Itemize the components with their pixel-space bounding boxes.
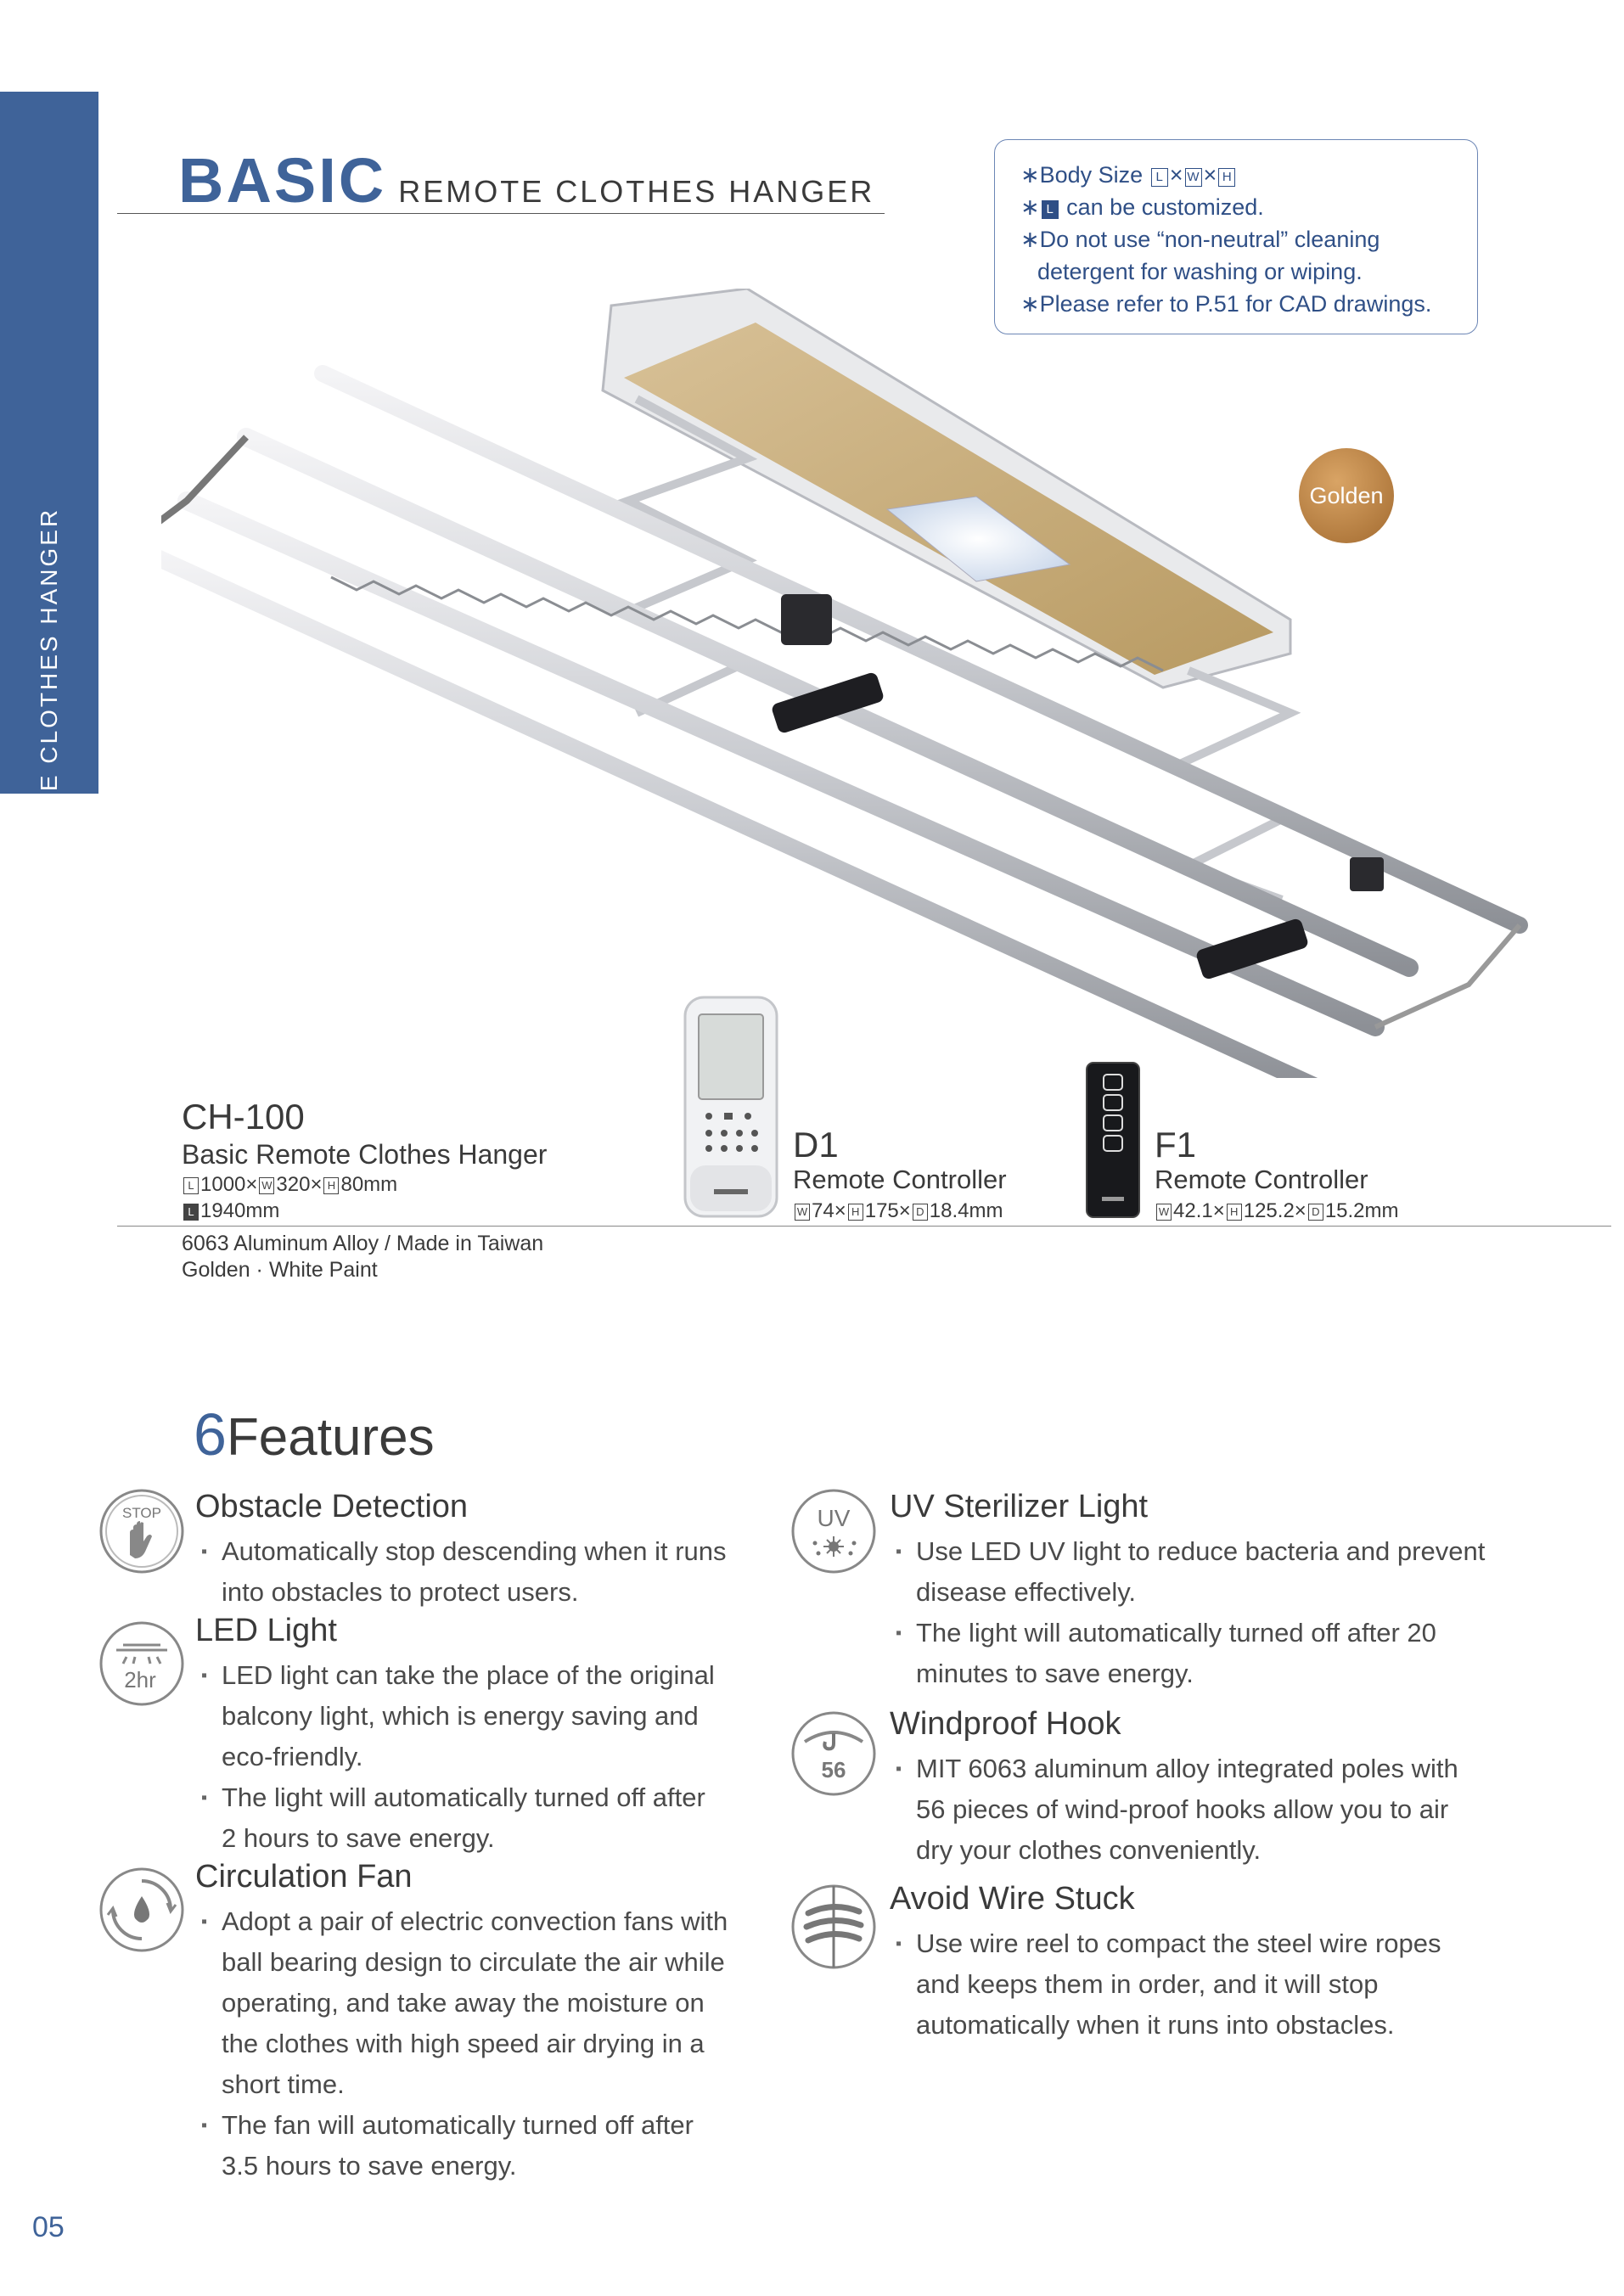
note-text: ∗Body Size	[1020, 162, 1144, 188]
side-tab-label: REMOTE CLOTHES HANGER	[36, 507, 62, 890]
size-key-l: L	[1151, 168, 1168, 187]
bullet-line: eco-friendly.	[222, 1742, 363, 1771]
feature-title-wire: Avoid Wire Stuck	[890, 1881, 1135, 1917]
feature-title-hook: Windproof Hook	[890, 1706, 1121, 1742]
clothes-hanger-illustration	[161, 289, 1554, 1078]
bullet-line: ball bearing design to circulate the air while	[222, 1947, 725, 1977]
wire-reel-icon	[790, 1883, 878, 1971]
d1-remote-image	[683, 996, 778, 1218]
bullet-line: short time.	[222, 2069, 345, 2099]
feature-bullet	[896, 1749, 1458, 1871]
dim-key-h: H	[323, 1177, 339, 1194]
product-lift-height	[182, 1199, 279, 1223]
motor-block-left	[781, 594, 832, 645]
dim-value: 80mm	[340, 1173, 398, 1196]
bullet-line: and keeps them in order, and it will stop	[916, 1969, 1379, 1999]
note-cad: ∗Please refer to P.51 for CAD drawings.	[1020, 291, 1432, 317]
circulation-fan-icon	[98, 1866, 186, 1954]
bullet-line: minutes to save energy.	[916, 1659, 1194, 1688]
bullet-line: 2 hours to save energy.	[222, 1823, 495, 1853]
stop-icon-text: STOP	[122, 1505, 161, 1521]
led-light-timer-icon	[98, 1620, 186, 1708]
bullet-line: ▪ The light will automatically turned off after	[222, 1782, 705, 1812]
page-title	[178, 144, 874, 216]
dim-key-l-solid: L	[183, 1204, 199, 1221]
feature-body-fan	[201, 1901, 728, 2187]
end-frame-right	[1375, 925, 1520, 1027]
feature-bullet	[201, 1655, 715, 1777]
size-key-l-solid: L	[1042, 200, 1059, 219]
d1-remote-logo	[714, 1189, 748, 1194]
led-icon-text: 2hr	[124, 1667, 156, 1693]
note-detergent: detergent for washing or wiping.	[1037, 259, 1363, 284]
d1-description: Remote Controller	[793, 1165, 1007, 1194]
dim-key-h: H	[848, 1204, 863, 1221]
golden-color-badge: Golden	[1299, 448, 1394, 543]
feature-title-uv: UV Sterilizer Light	[890, 1489, 1149, 1524]
bullet-line: ▪ The fan will automatically turned off after	[222, 2110, 694, 2140]
feature-bullet	[896, 1923, 1441, 2046]
product-dimensions	[182, 1173, 397, 1197]
dim-key-w: W	[795, 1204, 810, 1221]
product-finish: Golden · White Paint	[182, 1258, 378, 1282]
feature-body-wire	[896, 1923, 1441, 2046]
note-text: can be customized.	[1066, 194, 1264, 220]
f1-remote-body	[1087, 1063, 1139, 1217]
bullet-line: 56 pieces of wind-proof hooks allow you to air	[916, 1794, 1449, 1824]
title-subtitle: REMOTE CLOTHES HANGER	[398, 174, 875, 209]
bullet-line: balcony light, which is energy saving and	[222, 1701, 699, 1731]
times-sign: ×	[245, 1173, 258, 1196]
times-sign: ×	[834, 1199, 846, 1222]
lift-value: 1940mm	[200, 1199, 280, 1222]
bullet-line: ▪ Use wire reel to compact the steel wire ropes	[916, 1928, 1441, 1958]
d1-model: D1	[793, 1125, 839, 1165]
features-count: 6	[194, 1401, 227, 1468]
times-sign: ×	[1212, 1199, 1225, 1222]
product-name: Basic Remote Clothes Hanger	[182, 1139, 548, 1170]
f1-remote-image	[1085, 1061, 1141, 1219]
feature-title-led: LED Light	[195, 1613, 337, 1648]
feature-body-uv	[896, 1531, 1485, 1694]
note-star: ∗	[1020, 194, 1040, 220]
f1-dimensions	[1155, 1199, 1399, 1223]
dim-value: 42.1	[1173, 1199, 1213, 1222]
d1-dimensions	[793, 1199, 1003, 1223]
note-body-size	[1020, 159, 1460, 191]
feature-bullet	[201, 1777, 715, 1859]
bullet-line: ▪ LED light can take the place of the original	[222, 1660, 715, 1690]
d1-remote-screen	[699, 1014, 763, 1099]
f1-remote-logo	[1102, 1197, 1124, 1201]
stop-hand-icon	[98, 1487, 186, 1575]
product-model: CH-100	[182, 1097, 305, 1137]
dim-key-l: L	[183, 1177, 199, 1194]
feature-bullet	[201, 2105, 728, 2187]
feature-bullet	[896, 1531, 1485, 1613]
title-basic: BASIC	[178, 145, 387, 216]
dim-key-d: D	[913, 1204, 928, 1221]
note-cleaning: ∗Do not use “non-neutral” cleaning	[1020, 227, 1380, 252]
feature-bullet	[201, 1531, 727, 1613]
hook-icon-text: 56	[821, 1757, 846, 1782]
feature-title-obstacle: Obstacle Detection	[195, 1489, 469, 1524]
bullet-line: into obstacles to protect users.	[222, 1577, 579, 1607]
f1-description: Remote Controller	[1155, 1165, 1368, 1194]
bullet-line: ▪ Use LED UV light to reduce bacteria and prevent	[916, 1536, 1486, 1566]
dim-key-w: W	[259, 1177, 274, 1194]
windproof-hook-icon	[790, 1709, 878, 1798]
feature-body-hook	[896, 1749, 1458, 1871]
dim-value: 320	[276, 1173, 311, 1196]
dim-value: 18.4mm	[929, 1199, 1003, 1222]
feature-title-fan: Circulation Fan	[195, 1859, 413, 1895]
times-sign: ×	[310, 1173, 323, 1196]
dim-value: 175	[864, 1199, 899, 1222]
product-material: 6063 Aluminum Alloy / Made in Taiwan	[182, 1232, 544, 1255]
f1-model: F1	[1155, 1125, 1197, 1165]
note-customized	[1020, 191, 1460, 223]
bullet-line: operating, and take away the moisture on	[222, 1988, 705, 2018]
side-tab	[0, 92, 98, 890]
bullet-line: ▪ The light will automatically turned off after 20	[916, 1618, 1436, 1648]
times-sign: ×	[1294, 1199, 1307, 1222]
title-divider	[117, 213, 885, 214]
housing-panel	[624, 323, 1273, 675]
bullet-line: dry your clothes conveniently.	[916, 1835, 1262, 1865]
features-heading	[194, 1401, 435, 1468]
feature-body-obstacle	[201, 1531, 727, 1613]
size-key-h: H	[1218, 168, 1235, 187]
bullet-line: ▪ Automatically stop descending when it runs	[222, 1536, 727, 1566]
dim-key-h: H	[1227, 1204, 1242, 1221]
bullet-line: the clothes with high speed air drying in a	[222, 2029, 705, 2058]
motor-block-right	[1350, 857, 1384, 891]
bullet-line: ▪ MIT 6063 aluminum alloy integrated poles with	[916, 1754, 1458, 1783]
features-word: Features	[226, 1408, 435, 1467]
bullet-line: automatically when it runs into obstacles.	[916, 2010, 1395, 2040]
size-key-w: W	[1185, 168, 1202, 187]
times-sign: ×	[1169, 162, 1183, 188]
page-number: 05	[32, 2211, 65, 2243]
feature-body-led	[201, 1655, 715, 1859]
dim-value: 15.2mm	[1324, 1199, 1399, 1222]
dim-key-w: W	[1156, 1204, 1172, 1221]
times-sign: ×	[1203, 162, 1217, 188]
bullet-line: disease effectively.	[916, 1577, 1137, 1607]
bullet-line: ▪ Adopt a pair of electric convection fans with	[222, 1906, 728, 1936]
bullet-line: 3.5 hours to save energy.	[222, 2151, 517, 2181]
dim-value: 74	[812, 1199, 834, 1222]
dim-value: 125.2	[1243, 1199, 1295, 1222]
uv-sterilizer-icon	[790, 1487, 878, 1575]
product-divider	[117, 1226, 1611, 1227]
dim-value: 1000	[200, 1173, 246, 1196]
dim-key-d: D	[1308, 1204, 1323, 1221]
times-sign: ×	[898, 1199, 911, 1222]
uv-icon-text: UV	[817, 1505, 851, 1531]
feature-bullet	[896, 1613, 1485, 1694]
feature-bullet	[201, 1901, 728, 2105]
d1-remote-bottom	[690, 1165, 772, 1211]
